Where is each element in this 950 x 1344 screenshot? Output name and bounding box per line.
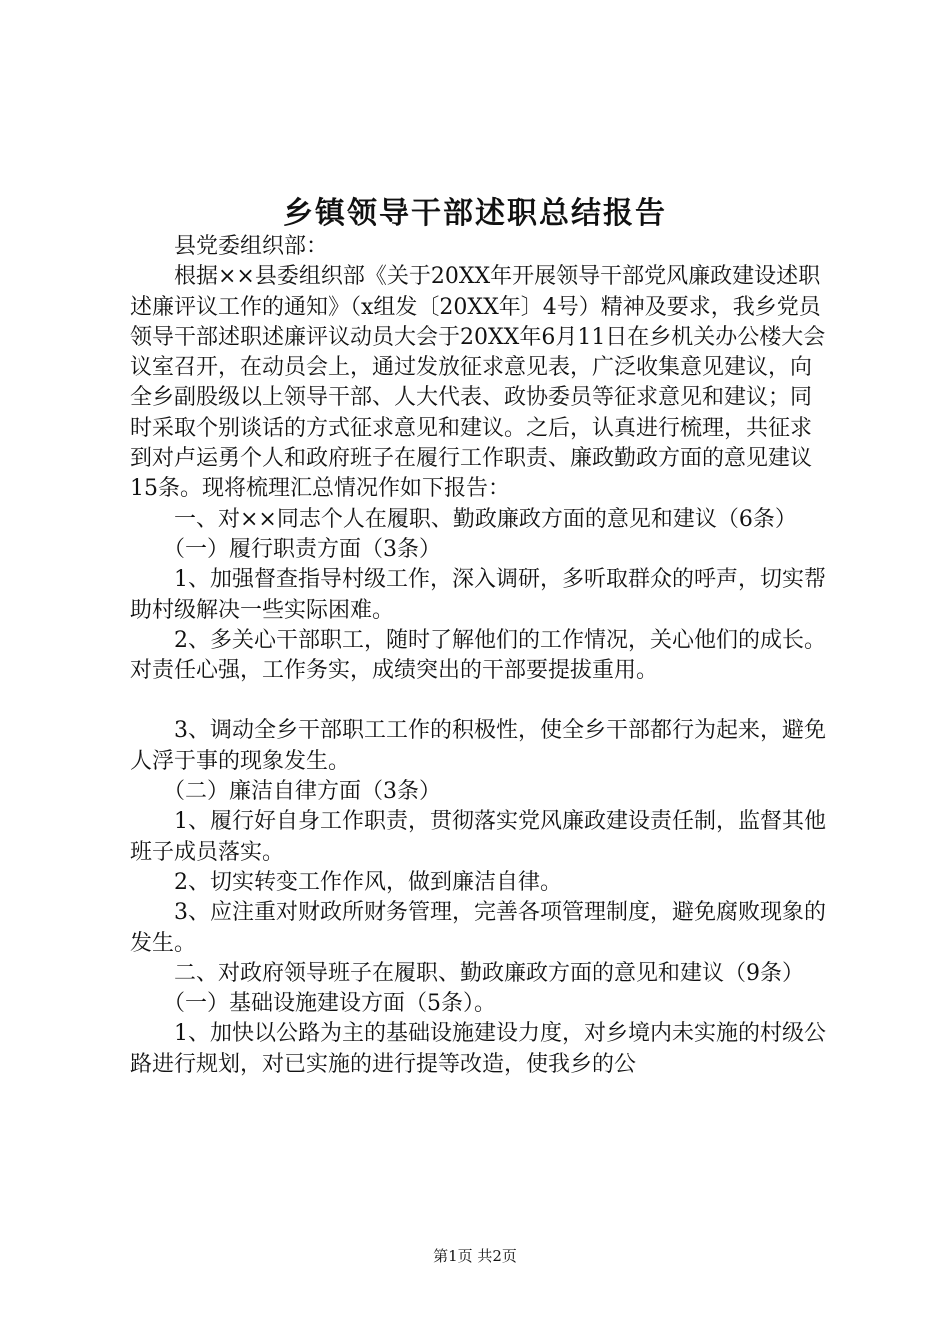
- page-number-footer: 第1页 共2页: [433, 1247, 517, 1265]
- paragraph: 根据××县委组织部《关于20XX年开展领导干部党风廉政建设述职述廉评议工作的通知》（x组发〔20XX年〕4号）精神及要求，我乡党员领导干部述职述廉评议动员大会于20XX年6月11日在乡机关办公楼大会议室召开，在动员会上，通过发放征求意见表，广泛收集意见建议，向全乡副股级以上领导干部、人大代表、政协委员等征求意见和建议；同时采取个别谈话的方式征求意见和建议。之后，认真进行梳理，共征求到对卢运勇个人和政府班子在履行工作职责、廉政勤政方面的意见建议15条。现将梳理汇总情况作如下报告：: [130, 264, 826, 502]
- subsection-heading: （一）基础设施建设方面（5条）。: [130, 991, 496, 1017]
- salutation: 县党委组织部：: [130, 234, 329, 259]
- list-item: 1、加快以公路为主的基础设施建设力度，对乡境内未实施的村级公路进行规划，对已实施的进行提等改造，使我乡的公: [130, 1021, 826, 1077]
- list-item: 2、切实转变工作作风，做到廉洁自律。: [130, 869, 562, 895]
- subsection-heading: （二）廉洁自律方面（3条）: [130, 779, 441, 805]
- document-title: 乡镇领导干部述职总结报告: [283, 196, 667, 231]
- list-item: 1、加强督查指导村级工作，深入调研，多听取群众的呼声，切实帮助村级解决一些实际困难。: [130, 567, 826, 623]
- section-heading: 一、对××同志个人在履职、勤政廉政方面的意见和建议（6条）: [130, 506, 797, 532]
- section-heading: 二、对政府领导班子在履职、勤政廉政方面的意见和建议（9条）: [130, 960, 804, 986]
- list-item: 3、调动全乡干部职工工作的积极性，使全乡干部都行为起来，避免人浮于事的现象发生。: [130, 718, 826, 774]
- subsection-heading: （一）履行职责方面（3条）: [130, 536, 441, 562]
- list-item: 3、应注重对财政所财务管理，完善各项管理制度，避免腐败现象的发生。: [130, 900, 826, 956]
- list-item: 1、履行好自身工作职责，贯彻落实党风廉政建设责任制，监督其他班子成员落实。: [130, 809, 826, 865]
- list-item: 2、多关心干部职工，随时了解他们的工作情况，关心他们的成长。对责任心强，工作务实，成绩突出的干部要提拔重用。: [130, 627, 826, 684]
- document-body: [130, 232, 830, 1080]
